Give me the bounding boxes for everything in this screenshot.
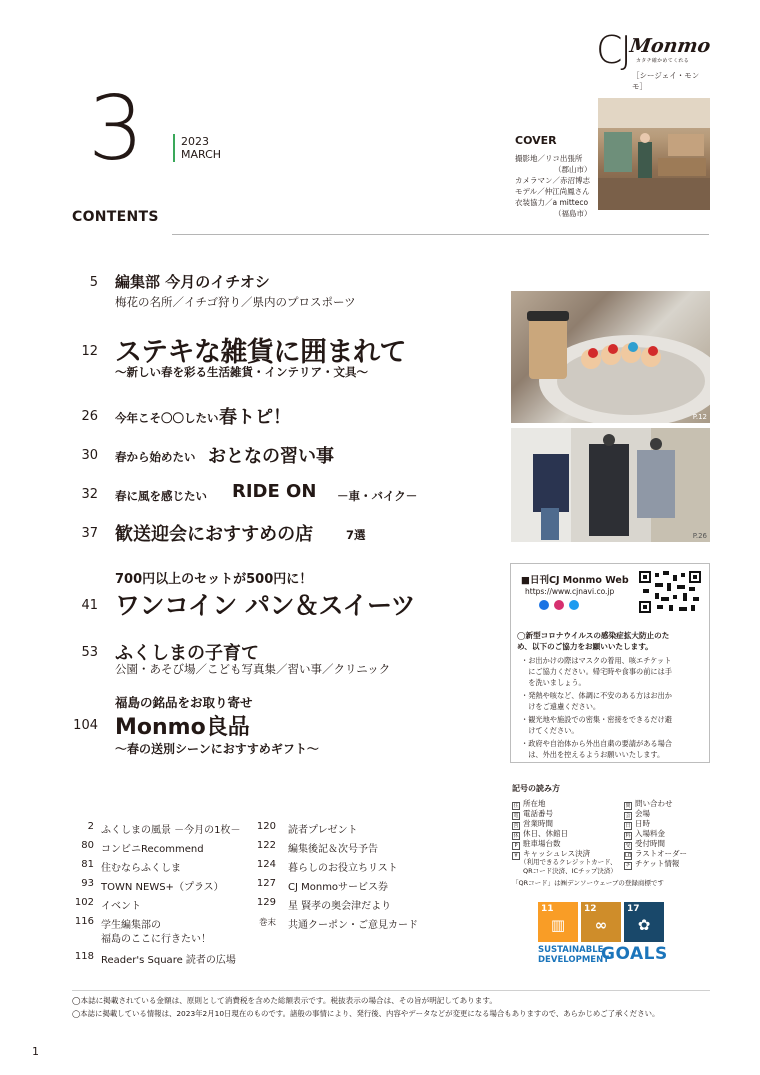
sdgs-wordmark [538,945,609,965]
toc-page-number: 32 [81,487,98,502]
legend-icon: 電 [513,813,519,819]
notice-item: ・観光地や施設での密集・密接をできるだけ避 [521,715,672,724]
cover-credit-line: 撮影地／リコ出張所 [515,154,583,163]
logo-cj-text: CJ [596,28,630,72]
twitter-icon[interactable] [569,600,579,610]
toc-title: 春トピ！ [219,407,291,428]
toc-lead: 春に風を感じたい [115,489,207,503]
index-title[interactable]: 住むならふくしま [101,863,181,874]
toc-title: ステキな雑貨に囲まれて [115,337,406,368]
toc-lead: 春から始めたい [115,450,196,464]
contents-heading: CONTENTS [72,209,159,225]
index-title[interactable]: イベント [101,901,141,912]
sdgs-goals-wordmark: GOALS [601,944,668,964]
index-page: 93 [81,878,94,889]
legend-item-note: （利用できるクレジットカード、 [520,858,617,866]
notice-item: を洗いましょう。 [521,678,586,687]
toc-page-number: 12 [81,344,98,359]
sdg-number: 12 [584,904,597,914]
legend-item-note: QRコード決済、ICチップ決済） [523,867,617,875]
legend-label: 受付時間 [635,839,665,848]
cj-monmo-logo [596,28,712,91]
toc-page-number: 37 [81,526,98,541]
sdg-goal-11-icon: 11 ▥ [538,902,578,942]
cover-credit-line: モデル／仲江尚鳳さん [515,187,590,196]
qr-code[interactable] [639,571,701,613]
index-page: 80 [81,840,94,851]
toc-subtitle: 梅花の名所／イチゴ狩り／県内のプロスポーツ [115,295,356,309]
sdgs-line1: SUSTAINABLE [538,945,604,955]
cover-credit-line: 衣装協力／a mitteco [515,198,589,207]
index-page: 120 [256,821,276,832]
web-url-link[interactable]: https://www.cjnavi.co.jp [525,587,615,596]
toc-title: Monmo良品 [115,715,250,740]
notice-item: けをご遠慮ください。 [521,702,601,711]
toc-title: RIDE ON [232,481,317,502]
index-title[interactable]: Reader's Square 読者の広場 [101,955,236,966]
toc-lead: 700円以上のセットが500円に！ [115,572,313,587]
notice-item: は、外出を控えるようお願いいたします。 [521,750,665,759]
index-page: 124 [256,859,276,870]
toc-subtitle: ～新しい春を彩る生活雑貨・インテリア・文具～ [115,365,368,379]
legend-icon: 休 [513,833,519,839]
issue-year: 2023 [181,135,209,148]
toc-page-number: 104 [73,718,98,733]
logo-reading: ［シージェイ・モンモ］ [632,71,700,91]
legend-icon: LO [625,853,632,859]
legend-icon: 料 [625,833,631,839]
sdg-number: 11 [541,904,554,914]
web-title: ■日刊CJ Monmo Web [521,575,629,586]
index-title[interactable]: 編集後記＆次号予告 [288,844,378,855]
index-page: 129 [256,897,276,908]
notice-heading: ◯新型コロナウイルスの感染症拡大防止のた [517,631,670,640]
notice-item: にご協力ください。帰宅時や食事の前には手 [521,667,672,676]
legend-label: キャッシュレス決済 [523,849,591,858]
photo-caption: P.26 [692,532,707,540]
index-page: 巻末 [258,918,276,928]
toc-subtitle: ～春の送別シーンにおすすめギフト～ [115,742,319,756]
footnote: ◯本誌に掲載している情報は、2023年2月10日現在のものです。諸般の事情により、発行後、内容やデータなどが変更になる場合もありますので、あらかじめご了承ください。 [72,1009,660,1018]
qr-trademark-note: 「QRコード」は㈱デンソーウェーブの登録商標です [512,879,664,887]
index-title[interactable]: 読者プレゼント [288,825,358,836]
toc-page-number: 26 [81,409,98,424]
index-title[interactable]: コンビニRecommend [101,844,204,855]
legend-label: 休日、休館日 [523,829,568,838]
legend-icon: チ [625,863,631,869]
cover-heading: COVER [515,134,557,147]
logo-tagline: カタチ確かめてくれる [636,58,690,64]
toc-tail: －車・バイク－ [337,489,418,503]
logo-monmo-script: Monmo [628,35,712,57]
zakka-feature-photo [511,291,710,423]
index-page: 122 [256,840,276,851]
sdg-number: 17 [627,904,640,914]
index-page: 127 [256,878,276,889]
toc-page-number: 53 [81,645,98,660]
index-title-cont[interactable]: 福島のここに行きたい！ [101,934,211,945]
cover-credit-line: （郡山市） [554,165,592,174]
index-title[interactable]: 暮らしのお役立ちリスト [288,863,398,874]
index-page: 118 [74,951,94,962]
index-page: 102 [74,897,94,908]
toc-page-number: 5 [89,275,98,290]
page-number: 1 [32,1045,39,1058]
toc-page-number: 30 [81,448,98,463]
index-title[interactable]: ふくしまの風景 －今月の1枚－ [101,825,241,836]
legend-icon: 会 [625,813,631,819]
legend-label: 営業時間 [523,819,553,828]
notice-item: けてください。 [521,726,579,735]
contents-rule [172,234,709,235]
index-title[interactable]: 学生編集部の [101,920,161,931]
cover-credit-line: （福島市） [554,209,592,218]
toc-subtitle: 公園・あそび場／こども写真集／習い事／クリニック [115,662,391,676]
toc-title: ふくしまの子育て [115,643,259,664]
cover-credit-line: カメラマン／赤沼博志 [515,176,590,185]
index-page: 2 [87,821,94,832]
sdgs-line2: DEVELOPMENT [538,955,609,965]
legend-icon: 日 [625,823,631,829]
toc-title: おとなの習い事 [208,446,334,467]
notice-heading: め、以下のご協力をお願いいたします。 [517,642,653,651]
toc-tail: 7選 [346,528,366,542]
notice-item: ・お出かけの際はマスクの着用、咳エチケット [521,656,672,665]
notice-item: ・政府や自治体から外出自粛の要請がある場合 [521,739,672,748]
legend-heading: 記号の読み方 [512,784,560,793]
legend-label: チケット情報 [635,859,680,868]
instagram-icon[interactable] [554,600,564,610]
legend-icon: 営 [513,823,519,829]
legend-icon: 受 [625,843,631,849]
index-title[interactable]: CJ Monmoサービス券 [288,882,389,893]
ride-on-photo [511,428,710,542]
legend-label: 電話番号 [523,809,553,818]
toc-lead: 今年こそ〇〇したい [115,411,219,425]
legend-item [624,858,679,870]
footnote: ◯本誌に掲載されている金額は、原則として消費税を含めた総額表示です。税抜表示の場合は、その旨が明記してあります。 [72,996,497,1005]
legend-label: 日時 [635,819,650,828]
cover-photo [598,98,710,210]
footnote-rule [72,990,710,991]
toc-page-number: 41 [81,598,98,613]
index-page: 116 [74,916,94,927]
toc-title: 編集部 今月のイチオシ [115,273,270,291]
issue-divider [173,134,175,162]
legend-icon: 問 [625,803,631,809]
legend-label: 所在地 [523,799,546,808]
toc-title: 歓送迎会におすすめの店 [115,524,314,545]
sdg-goal-17-icon: 17 ✿ [624,902,664,942]
legend-icon: ¥ [512,852,520,860]
legend-label: 会場 [635,809,650,818]
index-title[interactable]: 星 賢孝の奥会津だより [288,901,392,912]
notice-item: ・発熱や咳など、体調に不安のある方はお出か [521,691,672,700]
facebook-icon[interactable] [539,600,549,610]
index-title[interactable]: TOWN NEWS+（プラス） [101,882,224,893]
legend-label: ラストオーダー [635,849,688,858]
legend-label: 問い合わせ [635,799,673,808]
legend-label: 駐車場台数 [523,839,561,848]
photo-caption: P.12 [692,413,707,421]
sdg-goal-12-icon: 12 ∞ [581,902,621,942]
index-title[interactable]: 共通クーポン・ご意見カード [288,920,418,931]
toc-lead: 福島の銘品をお取り寄せ [115,695,253,710]
toc-title: ワンコイン パン＆スイーツ [115,591,415,620]
web-info-box [510,563,710,763]
issue-number: 3 [88,77,144,180]
issue-month: MARCH [181,148,222,161]
index-page: 81 [81,859,94,870]
legend-label: 入場料金 [635,829,665,838]
legend-icon: P [512,842,520,850]
legend-icon: 住 [513,803,519,809]
